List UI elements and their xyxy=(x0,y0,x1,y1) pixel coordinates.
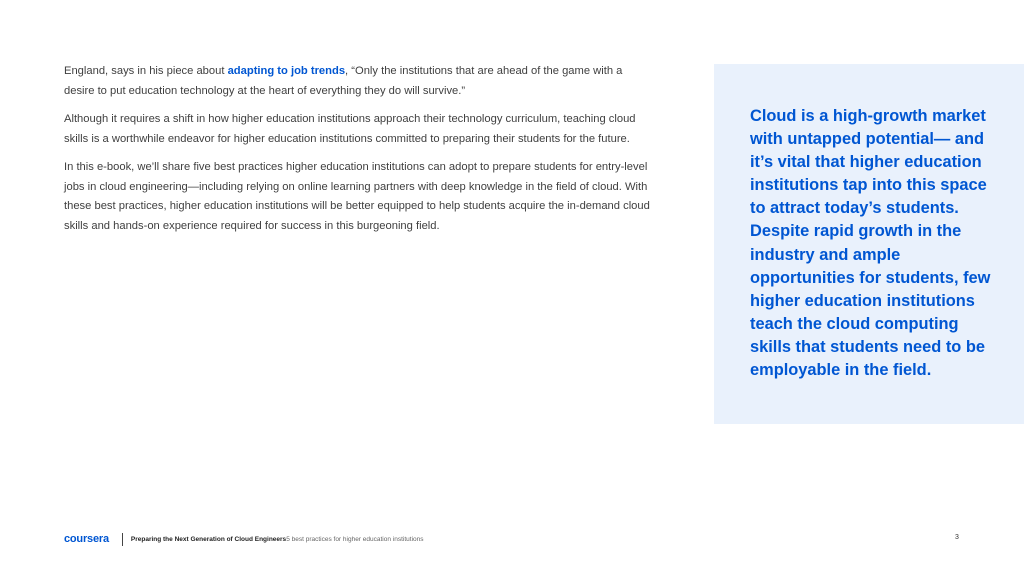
paragraph-3: In this e-book, we’ll share five best practices higher education institutions can adopt to prepare students for entry-level jobs in cloud engineering—including relying on online learning partners with deep knowledge in the field of cloud. With these best practices, higher education institutions will be better equipped to help students acquire the in-demand cloud skills and hands-on experience required for success in this burgeoning field. xyxy=(64,161,650,232)
callout-box xyxy=(714,64,1024,424)
page-number: 3 xyxy=(955,534,959,541)
adapting-to-job-trends-link[interactable]: adapting to job trends xyxy=(227,65,346,77)
paragraph-1 xyxy=(64,62,654,101)
coursera-logo: coursera xyxy=(64,533,109,545)
footer xyxy=(64,530,964,548)
footer-divider xyxy=(122,533,123,546)
footer-title: Preparing the Next Generation of Cloud Engineers xyxy=(130,535,287,543)
body-text xyxy=(64,62,654,245)
footer-subtitle: 5 best practices for higher education institutions xyxy=(286,535,424,543)
paragraph-1-lead: England, says in his piece about xyxy=(64,65,228,77)
paragraph-2: Although it requires a shift in how higher education institutions approach their technology curriculum, teaching cloud skills is a worthwhile endeavor for higher education institutions committed to preparing their students for the future. xyxy=(64,113,636,145)
paragraph-1-quote: , “Only the institutions that are ahead of the game with a desire to put education technology at the heart of everything they do will survive.” xyxy=(64,65,623,97)
callout-text: Cloud is a high-growth market with untapped potential— and it’s vital that higher education institutions tap into this space to attract today’s students. Despite rapid growth in the industry and ample opportunities for students, few higher education institutions teach the cloud computing skills that students need to be employable in the field. xyxy=(750,107,991,380)
